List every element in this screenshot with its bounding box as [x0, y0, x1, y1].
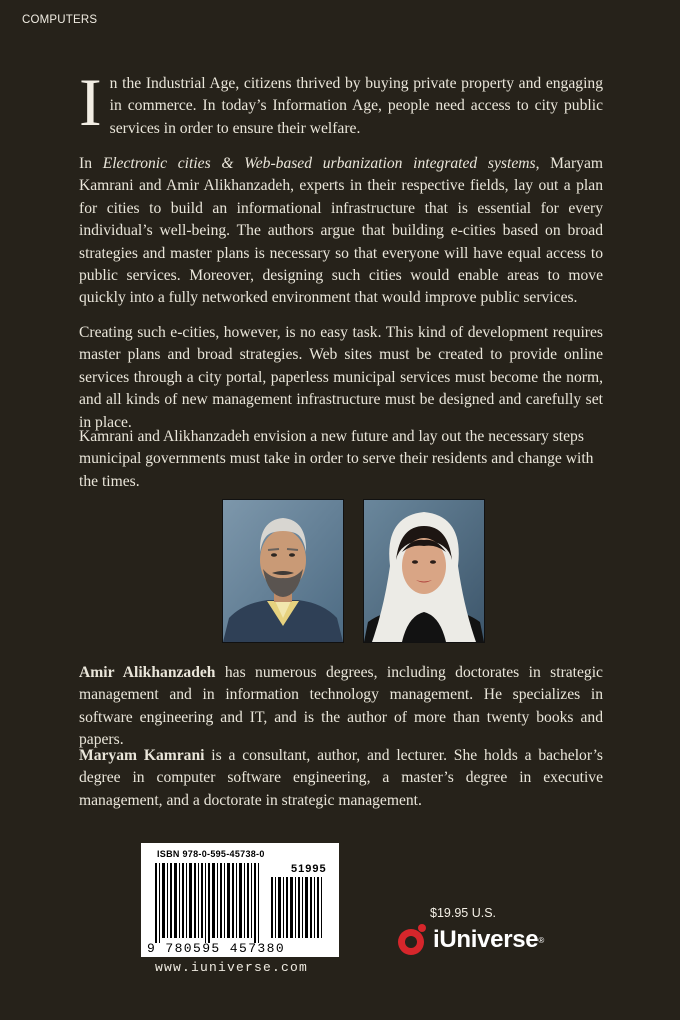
- bio-kamrani: [79, 745, 603, 812]
- intro-text: n the Industrial Age, citizens thrived by buying private property and engaging in commerce. In today’s Information Age, people need access to city public services in order to ensure their welfare.: [109, 75, 603, 137]
- book-title: Electronic cities & Web-based urbanization integrated systems: [102, 155, 536, 172]
- price-code: 51995: [291, 863, 327, 875]
- iuniverse-logo-icon: [396, 923, 428, 957]
- registered-mark: ®: [538, 935, 545, 945]
- author-photo-alikhanzadeh: [222, 499, 344, 643]
- author-photo-kamrani: [363, 499, 485, 643]
- summary-paragraph: [79, 153, 603, 310]
- bio-name: Maryam Kamrani: [79, 747, 205, 764]
- summary-text: , Maryam Kamrani and Amir Alikhanzadeh, experts in their respective fields, lay out a plan for cities to build an informational infrastructure that is essential for every individual’s well-being. The authors argue that building e-cities based on broad strategies and master plans is necessary so that everyone will have equal access to public services. Moreover, designing such cities would enable areas to move quickly into a fully networked environment that would improve public services.: [79, 155, 603, 307]
- bio-name: Amir Alikhanzadeh: [79, 664, 216, 681]
- bio-alikhanzadeh: [79, 662, 603, 752]
- challenge-paragraph: Creating such e-cities, however, is no easy task. This kind of development requires master plans and broad strategies. Web sites must be created to provide online services through a city portal, paperless municipal services must become the norm, and all kinds of new management infrastructure must be designed and carefully set in place.: [79, 324, 603, 431]
- category-label: COMPUTERS: [22, 14, 98, 26]
- publisher-logo: [396, 923, 544, 957]
- isbn-number: ISBN 978-0-595-45738-0: [157, 849, 265, 859]
- drop-cap: I: [79, 64, 102, 140]
- closing-paragraph: Kamrani and Alikhanzadeh envision a new future and lay out the necessary steps municipal governments must take in order to serve their residents and change with the times.: [79, 428, 594, 490]
- bio-text: is a consultant, author, and lecturer. She holds a bachelor’s degree in computer software engineering, a master’s degree in executive management, and a doctorate in strategic management.: [79, 747, 603, 809]
- barcode-icon: [141, 843, 339, 957]
- summary-lead: In: [79, 155, 103, 172]
- isbn-barcode: [141, 843, 339, 957]
- publisher-website: www.iuniverse.com: [155, 960, 309, 975]
- bio-text: has numerous degrees, including doctorates in strategic management and in information technology management. He specializes in software engineering and IT, and is the author of more than twenty books and papers.: [79, 664, 603, 749]
- retail-price: $19.95 U.S.: [430, 906, 497, 920]
- intro-paragraph: [79, 64, 603, 140]
- barcode-digits: 9 780595 457380: [147, 941, 286, 956]
- publisher-name: iUniverse: [433, 926, 539, 953]
